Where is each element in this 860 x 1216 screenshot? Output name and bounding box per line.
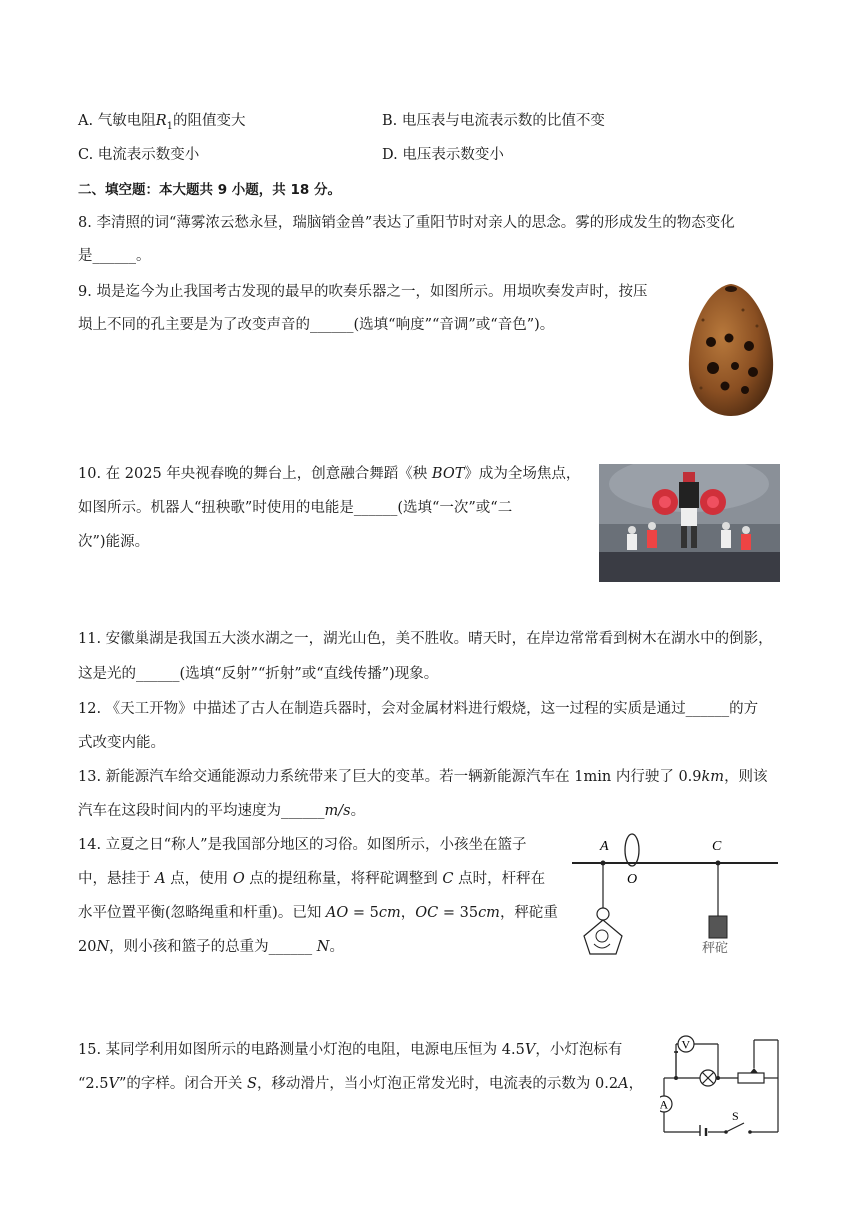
q14-l3b: AO	[325, 905, 349, 921]
counterweight-label: 秤砣	[702, 941, 729, 956]
q14-l4b: N	[96, 939, 110, 955]
q10-line2: 如图所示。机器人“扭秧歌”时使用的电能是______(选填“一次”或“二	[78, 500, 513, 516]
q8-line1: 8. 李清照的词“薄雾浓云愁永昼，瑞脑销金兽”表达了重阳节时对亲人的思念。雾的形成发生的物态变化	[78, 215, 735, 231]
q14-line1: 14. 立夏之日“称人”是我国部分地区的习俗。如图所示，小孩坐在篮子	[78, 837, 527, 853]
q15-l2a: “2.5	[78, 1076, 109, 1092]
hook-ring	[597, 908, 609, 920]
q15-line1	[78, 1040, 622, 1060]
basket	[584, 920, 622, 954]
q15-l1c: ，小灯泡标有	[535, 1042, 623, 1058]
q14-l2g: 点时，杆秤在	[453, 871, 546, 887]
option-a-var: R	[155, 113, 167, 129]
q11-line2: 这是光的______(选填“反射”“折射”或“直线传播”)现象。	[78, 666, 439, 682]
q15-l2f: A	[618, 1076, 629, 1092]
q12-line1: 12. 《天工开物》中描述了古人在制造兵器时，会对金属材料进行煅烧，这一过程的实质是通过______的方	[78, 701, 759, 717]
q14-l3g: = 35	[438, 905, 479, 921]
q15-l2b: V	[108, 1076, 119, 1092]
q9-line1: 9. 埙是迄今为止我国考古发现的最早的吹奏乐器之一，如图所示。用埙吹奏发声时，按压	[78, 284, 648, 300]
q14-l2a: 中，悬挂于	[78, 871, 156, 887]
q12-line2: 式改变内能。	[78, 735, 165, 751]
q15-l1b: V	[524, 1042, 536, 1058]
q14-l3d: cm	[378, 905, 401, 921]
q13-unit-km: km	[701, 769, 725, 785]
option-a	[78, 111, 246, 137]
q10-line1	[78, 464, 580, 484]
q14-line2	[78, 869, 545, 889]
q13-line1-a: 13. 新能源汽车给交通能源动力系统带来了巨大的变革。若一辆新能源汽车在 1min 内行驶了 0.9	[78, 769, 702, 785]
q14-l3a: 水平位置平衡(忽略绳重和杆重)。已知	[78, 905, 326, 921]
q14-l2f: C	[442, 871, 454, 887]
q13-unit-ms: m/s	[324, 803, 351, 819]
q14-l3f: OC	[415, 905, 439, 921]
q15-l2c: ”的字样。闭合开关	[118, 1076, 247, 1092]
q15-l2e: ，移动滑片，当小灯泡正常发光时，电流表的示数为 0.2	[256, 1076, 619, 1092]
q14-l3i: ，秤砣重	[499, 905, 558, 921]
q14-l4c: ，则小孩和篮子的总重为______	[109, 939, 317, 955]
rheostat	[738, 1073, 764, 1083]
child-figure	[596, 930, 608, 942]
q15-line2	[78, 1074, 643, 1094]
xun-ocarina-image	[683, 280, 779, 420]
option-b: B. 电压表与电流表示数的比值不变	[382, 113, 605, 129]
q8-line2: 是______。	[78, 248, 151, 264]
q14-l3h: cm	[478, 905, 500, 921]
label-c: C	[712, 839, 722, 854]
q14-l3e: ，	[400, 905, 416, 921]
counterweight	[709, 916, 727, 938]
section-heading: 二、填空题：本大题共 9 小题，共 18 分。	[78, 182, 341, 198]
q14-l2d: O	[232, 871, 245, 887]
q13-line1	[78, 767, 768, 787]
q10-line1-a: 10. 在 2025 年央视春晚的舞台上，创意融合舞蹈《秧	[78, 466, 432, 482]
q14-l4d: N	[316, 939, 330, 955]
option-d: D. 电压表示数变小	[382, 147, 504, 163]
q14-l4a: 20	[78, 939, 97, 955]
q13-line2	[78, 801, 365, 821]
lift-loop	[625, 834, 639, 866]
voltmeter-label: V	[681, 1037, 691, 1052]
q11-line1: 11. 安徽巢湖是我国五大淡水湖之一，湖光山色，美不胜收。晴天时，在岸边常常看到树木在湖水中的倒影，	[78, 631, 773, 647]
q10-bot: BOT	[431, 466, 465, 482]
q14-l2b: A	[155, 871, 166, 887]
q10-line1-c: 》成为全场焦点，	[464, 466, 581, 482]
ammeter-label: A	[660, 1097, 669, 1112]
steelyard-diagram	[570, 832, 780, 966]
label-a: A	[600, 839, 609, 854]
option-c: C. 电流表示数变小	[78, 147, 200, 163]
q15-l2d: S	[247, 1076, 257, 1092]
q15-l1a: 15. 某同学利用如图所示的电路测量小灯泡的电阻，电源电压恒为 4.5	[78, 1042, 525, 1058]
q14-line3	[78, 903, 558, 923]
label-o: O	[627, 872, 638, 887]
q14-l2e: 点的提纽称量，将秤砣调整到	[244, 871, 443, 887]
q15-l2g: ，	[628, 1076, 644, 1092]
q10-line3: 次”)能源。	[78, 534, 150, 550]
rheostat-slider	[750, 1068, 758, 1073]
option-a-tail: 的阻值变大	[173, 113, 246, 129]
q14-l3c: = 5	[348, 905, 379, 921]
q13-line2-c: 。	[350, 803, 366, 819]
q14-l4e: 。	[329, 939, 344, 955]
q14-l2c: 点，使用	[165, 871, 233, 887]
q9-line2: 埙上不同的孔主要是为了改变声音的______(选填“响度”“音调”或“音色”)。	[78, 317, 555, 333]
switch-label: S	[732, 1109, 739, 1123]
circuit-diagram	[660, 1030, 782, 1136]
q13-line2-a: 汽车在这段时间内的平均速度为______	[78, 803, 325, 819]
option-a-sub: 1	[166, 120, 173, 132]
option-a-text: A. 气敏电阻	[78, 113, 156, 129]
robot-dance-photo	[599, 464, 780, 582]
q14-line4	[78, 937, 344, 957]
q13-line1-c: ，则该	[724, 769, 768, 785]
